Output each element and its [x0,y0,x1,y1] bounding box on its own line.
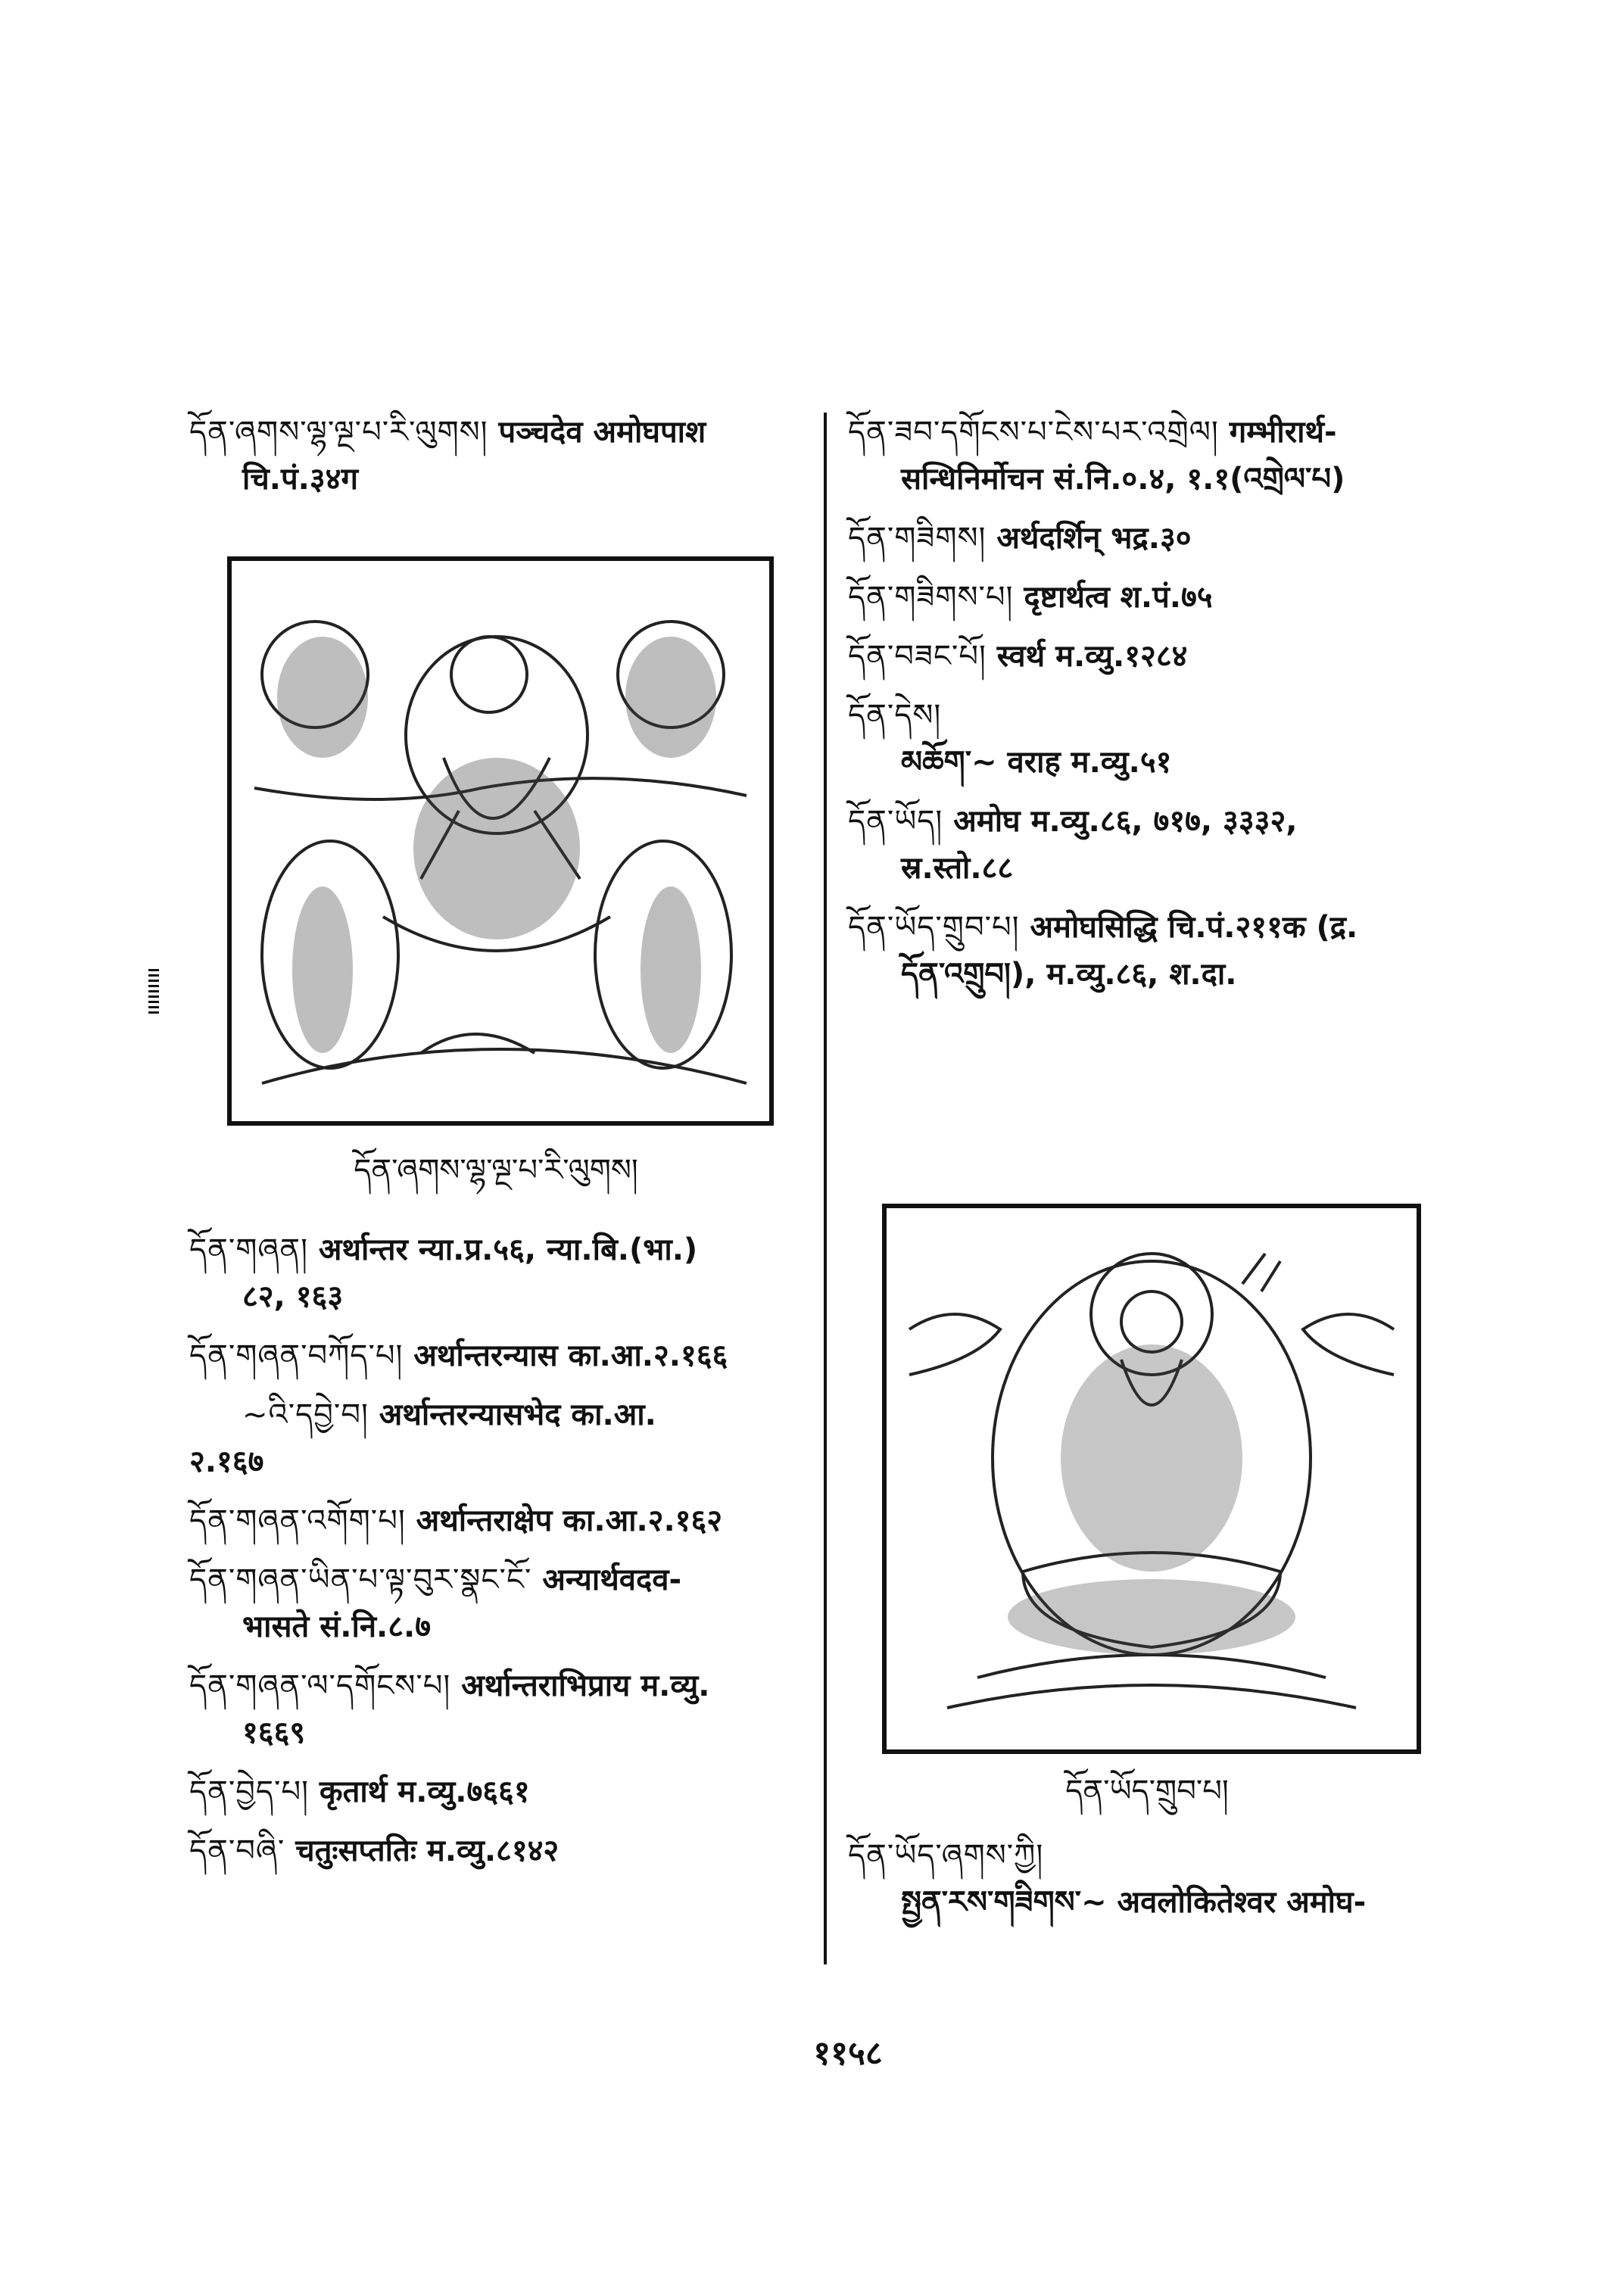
entry-arthantaranyasabheda: ~འི་དབྱེ་བ། अर्थान्तरन्यासभेद का.आ. २.१६७ [189,1397,656,1479]
entry-catuhsaptati: དོན་བཞི་ चतुःसप्ततिः म.व्यु.८१४२ [189,1833,560,1868]
entry-svartha: དོན་བཟང་པོ། स्वर्थ म.व्यु.१२८४ [848,639,1188,674]
entry-arthantarabhipraya: དོན་གཞན་ལ་དགོངས་པ། अर्थान्तराभिप्राय म.व्यु. १६६९ [189,1668,710,1750]
entry-avalokitesvara-amogha: དོན་ཡོད་ཞགས་ཀྱི། སྤྱན་རས་གཟིགས་~ अवलोकितेश्वर अमोघ- [848,1838,1367,1920]
left-entries [189,1226,795,1886]
page-number: ११५८ [813,2034,883,2073]
entry-amogha: དོན་ཡོད། अमोघ म.व्यु.८६, ७१७, ३३३२, स्र.स्तो.८८ [848,804,1298,886]
entry-varaha: དོན་དེས། མཆོག་~ वराह म.व्यु.५१ [848,698,1172,780]
figure-amoghapasa [227,556,774,1126]
entry-anyarthavadavabhasate: དོན་གཞན་ཡིན་པ་ལྟ་བུར་སྣང་ངོ་ अन्यार्थवदव- भासते सं.नि.८.७ [189,1562,682,1644]
entry-drstarthatva: དོན་གཟིགས་པ། दृष्टार्थत्व श.पं.७५ [848,580,1213,615]
figure-caption-right: དོན་ཡོད་གྲུབ་པ། [1065,1774,1229,1809]
figure-caption-left: དོན་ཞགས་ལྷ་ལྔ་པ་རི་ལུགས། [354,1153,638,1188]
figure-amoghasiddhi [882,1204,1421,1754]
entry-gambhirartha: དོན་ཟབ་དགོངས་པ་ངེས་པར་འགྲེལ། गम्भीरार्थ- सन्धिनिर्मोचन सं.नि.०.४, १.१(འགྲེལ་པ) [848,415,1345,497]
left-column [189,409,795,515]
entry-arthadarsin: དོན་གཟིགས། अर्थदर्शिन् भद्र.३० [848,521,1192,556]
entry-pancadeva-amoghapasa: དོན་ཞགས་ལྷ་ལྔ་པ་རི་ལུགས། पञ्चदेव अमोघपाश चि.पं.३४ग [189,415,706,497]
entry-amoghasiddhi: དོན་ཡོད་གྲུབ་པ། अमोघसिद्धि चि.पं.२११क (द्र. དོན་འགྲུབ།), म.व्यु.८६, श.दा. [848,910,1358,992]
column-divider [824,413,827,1964]
entry-krtartha: དོན་བྱེད་པ། कृतार्थ म.व्यु.७६६१ [189,1774,530,1809]
right-column [848,409,1454,1010]
figure-amoghasiddhi-drawing [887,1208,1417,1749]
right-bottom-entry [848,1832,1454,1938]
entry-arthantaraksepa: དོན་གཞན་འགོག་པ། अर्थान्तराक्षेप का.आ.२.१६२ [189,1503,723,1538]
entry-arthantara: དོན་གཞན། अर्थान्तर न्या.प्र.५६, न्या.बि.(भा.) ८२, १६३ [189,1232,698,1314]
margin-mark [148,969,159,1016]
entry-arthantaranyasa: དོན་གཞན་བཀོད་པ། अर्थान्तरन्यास का.आ.२.१६६ [189,1338,728,1373]
figure-amoghapasa-drawing [232,561,769,1121]
